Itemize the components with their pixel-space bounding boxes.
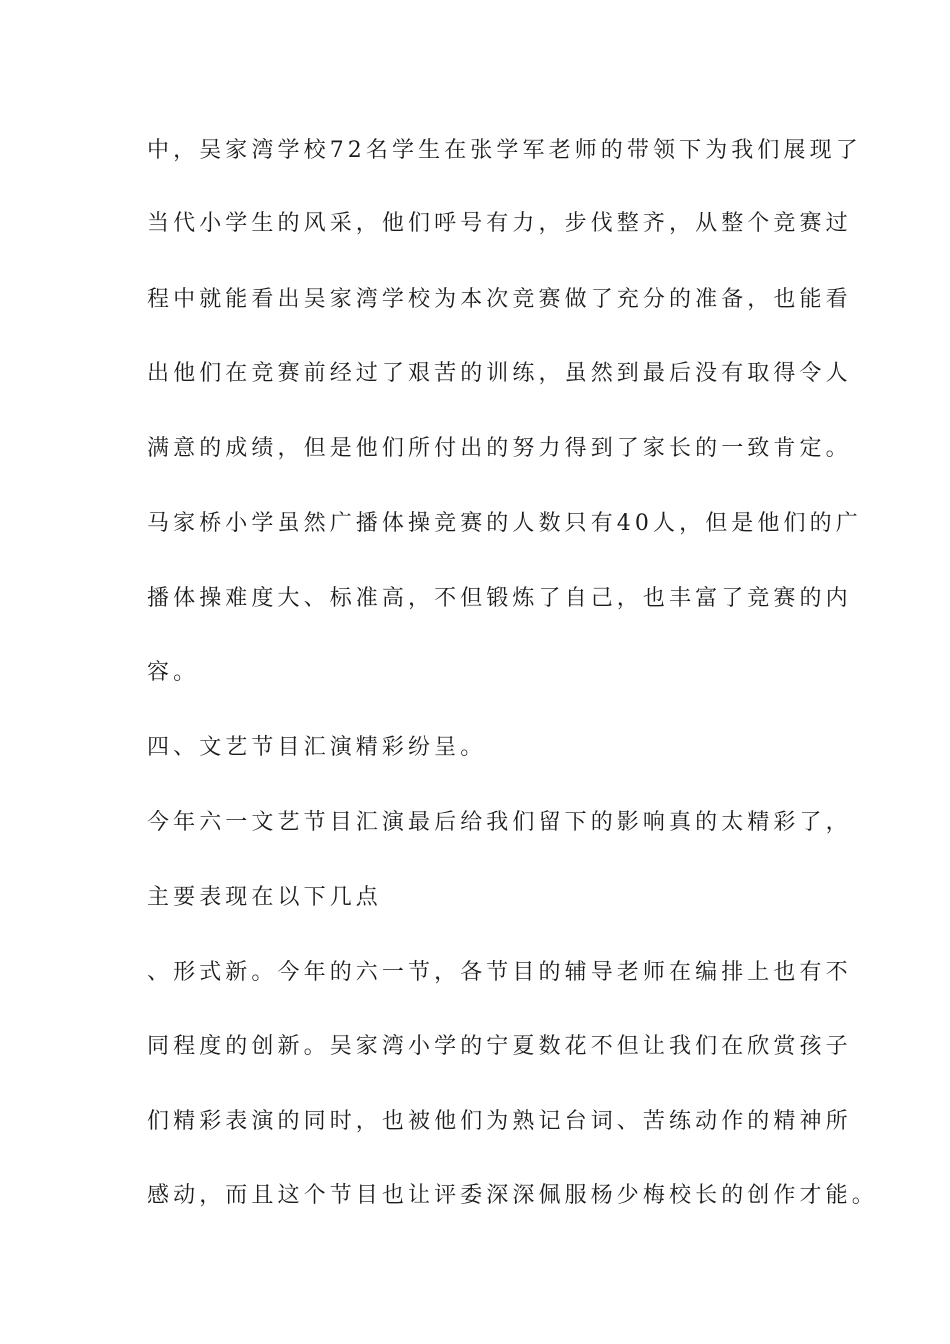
section-heading: 四、文艺节目汇演精彩纷呈。 [147, 735, 487, 760]
paragraph-line: 中，吴家湾学校72名学生在张学军老师的带领下为我们展现了 [147, 138, 862, 163]
paragraph-line: 容。 [147, 660, 200, 685]
paragraph-line: 程中就能看出吴家湾学校为本次竞赛做了充分的准备，也能看 [147, 287, 852, 312]
paragraph-line: 、形式新。今年的六一节，各节目的辅导老师在编排上也有不 [147, 960, 852, 985]
paragraph-line: 感动，而且这个节目也让评委深深佩服杨少梅校长的创作才能。 [147, 1183, 878, 1208]
paragraph-line: 今年六一文艺节目汇演最后给我们留下的影响真的太精彩了， [147, 810, 852, 835]
paragraph-line: 主要表现在以下几点 [147, 885, 382, 910]
paragraph-line: 满意的成绩，但是他们所付出的努力得到了家长的一致肯定。 [147, 436, 852, 461]
paragraph-line: 出他们在竞赛前经过了艰苦的训练，虽然到最后没有取得令人 [147, 361, 852, 386]
paragraph-line: 马家桥小学虽然广播体操竞赛的人数只有40人，但是他们的广 [147, 511, 862, 536]
paragraph-line: 当代小学生的风采，他们呼号有力，步伐整齐，从整个竞赛过 [147, 211, 852, 236]
paragraph-line: 同程度的创新。吴家湾小学的宁夏数花不但让我们在欣赏孩子 [147, 1034, 852, 1059]
paragraph-line: 们精彩表演的同时，也被他们为熟记台词、苦练动作的精神所 [147, 1109, 852, 1134]
paragraph-line: 播体操难度大、标准高，不但锻炼了自己，也丰富了竞赛的内 [147, 586, 852, 611]
